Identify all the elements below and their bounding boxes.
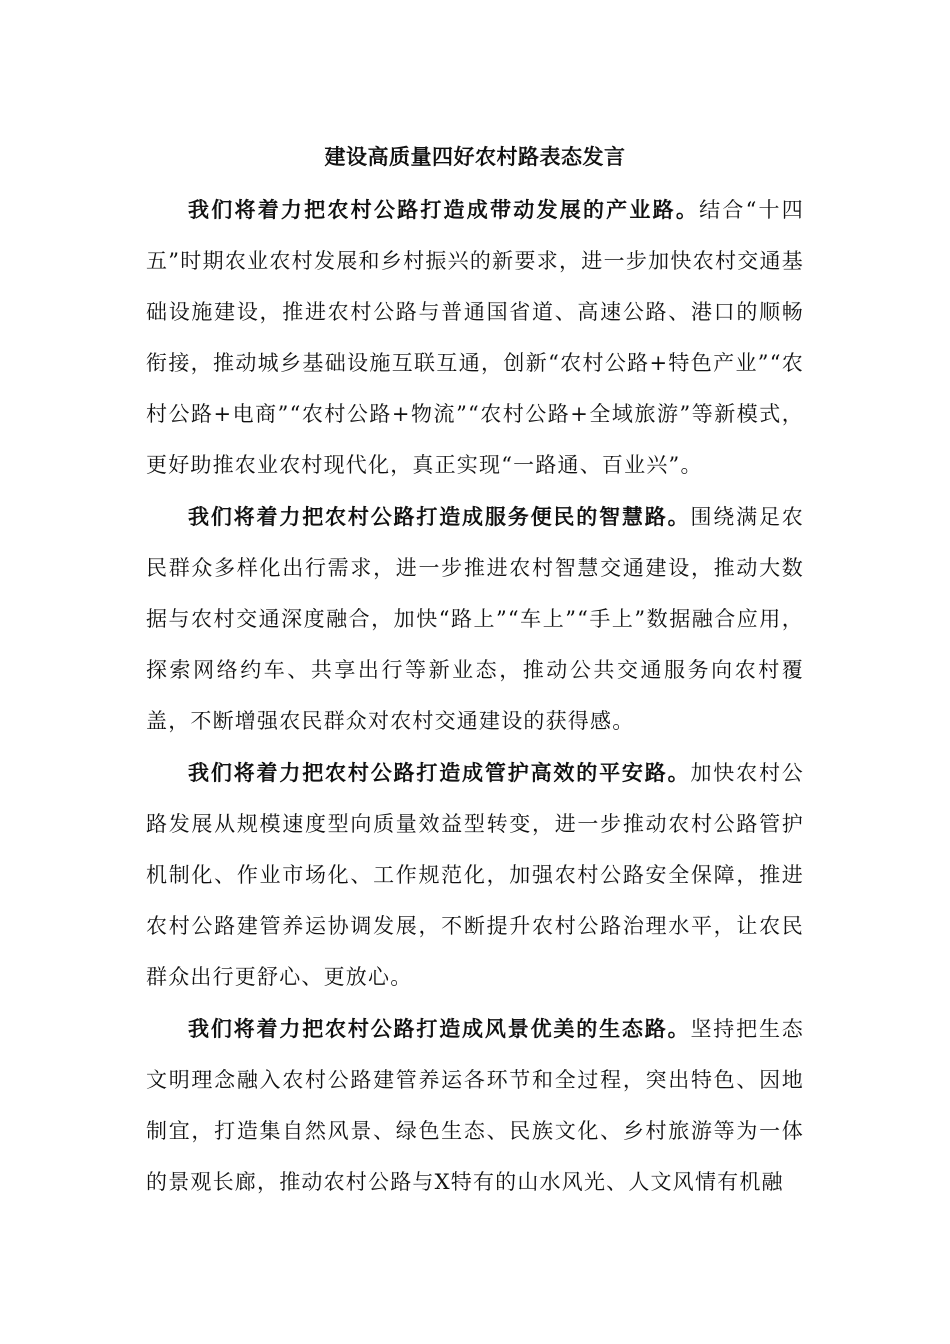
- paragraph-body: 围绕满足农民群众多样化出行需求，进一步推进农村智慧交通建设，推动大数据与农村交通深度融合，加快“路上”“车上”“手上”数据融合应用，探索网络约车、共享出行等新业态，推动公共交通服务向农村覆盖，不断增强农民群众对农村交通建设的获得感。: [146, 505, 805, 733]
- paragraph-lead: 我们将着力把农村公路打造成风景优美的生态路。: [188, 1016, 691, 1041]
- paragraph-lead: 我们将着力把农村公路打造成带动发展的产业路。: [188, 197, 700, 222]
- paragraph-lead: 我们将着力把农村公路打造成管护高效的平安路。: [188, 760, 691, 785]
- document-page: [146, 140, 804, 1208]
- paragraph-smart-road: [146, 491, 804, 747]
- paragraph-safe-road: [146, 747, 804, 1003]
- document-title: 建设高质量四好农村路表态发言: [324, 144, 626, 169]
- paragraph-body: 坚持把生态文明理念融入农村公路建管养运各环节和全过程，突出特色、因地制宜，打造集自然风景、绿色生态、民族文化、乡村旅游等为一体的景观长廊，推动农村公路与X特有的山水风光、人文风情有机融: [146, 1017, 805, 1194]
- paragraph-ecological-road: [146, 1003, 804, 1208]
- paragraph-body: 加快农村公路发展从规模速度型向质量效益型转变，进一步推动农村公路管护机制化、作业市场化、工作规范化，加强农村公路安全保障，推进农村公路建管养运协调发展，不断提升农村公路治理水平，让农民群众出行更舒心、更放心。: [146, 761, 805, 989]
- paragraph-lead: 我们将着力把农村公路打造成服务便民的智慧路。: [188, 504, 691, 529]
- paragraph-body: 结合“十四五”时期农业农村发展和乡村振兴的新要求，进一步加快农村交通基础设施建设，推进农村公路与普通国省道、高速公路、港口的顺畅衔接，推动城乡基础设施互联互通，创新“农村公路+特色产业”“农村公路+电商”“农村公路+物流”“农村公路+全域旅游”等新模式，更好助推农业农村现代化，真正实现“一路通、百业兴”。: [146, 198, 804, 477]
- paragraph-industry-road: [146, 184, 804, 491]
